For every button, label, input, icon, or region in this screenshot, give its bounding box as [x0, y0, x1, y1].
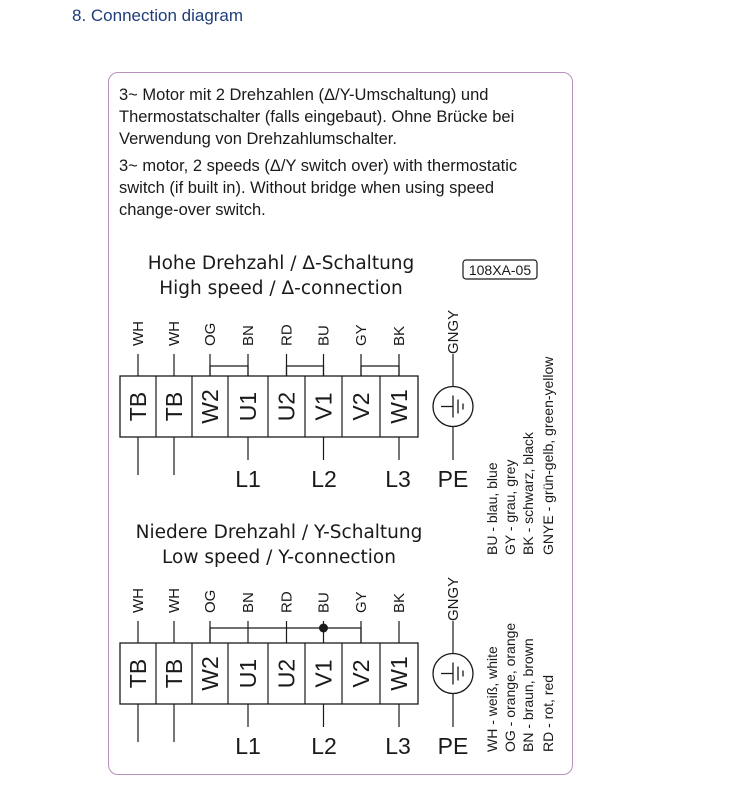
color-legend [484, 356, 556, 752]
wire-color-label: RD [278, 591, 296, 613]
phase-label: L3 [385, 733, 411, 759]
description-en-line-2: switch (if built in). Without bridge when using speed [119, 179, 495, 197]
phase-label: L2 [311, 733, 337, 759]
low-speed-heading-en: Low speed / Y-connection [162, 547, 396, 568]
description-en-line-3: change-over switch. [119, 201, 266, 219]
terminal-label: TB [125, 391, 151, 422]
terminal-label: U1 [235, 658, 261, 689]
star-junction-dot [319, 624, 328, 633]
earth-wire-label: GNGY [445, 309, 462, 354]
earth-wire-label: GNGY [445, 576, 462, 621]
low-speed-terminal-block [120, 577, 473, 759]
terminal-label: W1 [386, 656, 412, 691]
high-speed-terminal-block [120, 310, 473, 492]
legend-entry: WH - weiß, white [484, 646, 500, 752]
low-speed-heading-de: Niedere Drehzahl / Y-Schaltung [135, 522, 423, 543]
phase-label: L2 [311, 466, 337, 492]
legend-entry: RD - rot, red [540, 674, 556, 752]
wire-color-label: BK [391, 592, 408, 613]
terminal-label: TB [125, 658, 151, 689]
legend-entry: BN - braun, brown [520, 638, 536, 752]
legend-entry: GY - grau, grey [502, 459, 518, 555]
phase-label: L3 [385, 466, 411, 492]
description-de-line-3: Verwendung von Drehzahlumschalter. [119, 130, 397, 148]
delta-bridge [210, 366, 248, 376]
phase-label: L1 [235, 466, 261, 492]
description-en-line-1: 3~ motor, 2 speeds (Δ/Y switch over) with thermostatic [119, 157, 518, 175]
description-de-line-2: Thermostatschalter (falls eingebaut). Ohne Brücke bei [119, 108, 515, 126]
description-de-line-1: 3~ Motor mit 2 Drehzahlen (Δ/Y-Umschaltung) und [119, 86, 489, 104]
terminal-label: W1 [386, 389, 412, 424]
high-speed-heading-en: High speed / Δ-connection [159, 278, 403, 299]
wire-color-label: WH [166, 321, 183, 346]
wire-color-label: OG [202, 589, 219, 613]
terminal-label: TB [161, 658, 187, 689]
legend-entry: BK - schwarz, black [520, 432, 536, 555]
model-code: 108XA-05 [468, 262, 532, 278]
wire-color-label: BK [391, 325, 408, 346]
wire-color-label: WH [130, 588, 147, 613]
legend-entry: BU - blau, blue [484, 462, 500, 555]
terminal-label: V2 [348, 392, 374, 421]
star-bridge [210, 628, 361, 643]
delta-bridge [361, 366, 399, 376]
phase-label: PE [437, 733, 469, 759]
wire-color-label: GY [353, 591, 370, 613]
terminal-label: V2 [348, 659, 374, 688]
terminal-label: U2 [273, 658, 300, 689]
wire-color-label: BN [240, 325, 257, 346]
wire-color-label: WH [130, 321, 147, 346]
wire-color-label: RD [278, 324, 296, 346]
terminal-label: TB [161, 391, 187, 422]
high-speed-heading-de: Hohe Drehzahl / Δ-Schaltung [147, 253, 415, 274]
wire-color-label: BU [315, 592, 333, 613]
wire-color-label: WH [166, 588, 183, 613]
phase-label: L1 [235, 733, 261, 759]
terminal-label: V1 [310, 659, 337, 688]
delta-bridge [287, 366, 324, 376]
wire-color-label: GY [353, 324, 370, 346]
legend-entry: GNYE - grün-gelb, green-yellow [540, 356, 556, 555]
wire-color-label: BN [240, 592, 257, 613]
wire-color-label: OG [202, 322, 219, 346]
terminal-label: W2 [197, 389, 223, 424]
terminal-label: U1 [235, 391, 261, 422]
section-title: 8. Connection diagram [72, 6, 244, 25]
wire-color-label: BU [315, 325, 333, 346]
terminal-label: V1 [310, 392, 337, 421]
legend-entry: OG - orange, orange [502, 622, 518, 752]
phase-label: PE [437, 466, 469, 492]
terminal-label: U2 [273, 391, 300, 422]
terminal-label: W2 [197, 656, 223, 691]
